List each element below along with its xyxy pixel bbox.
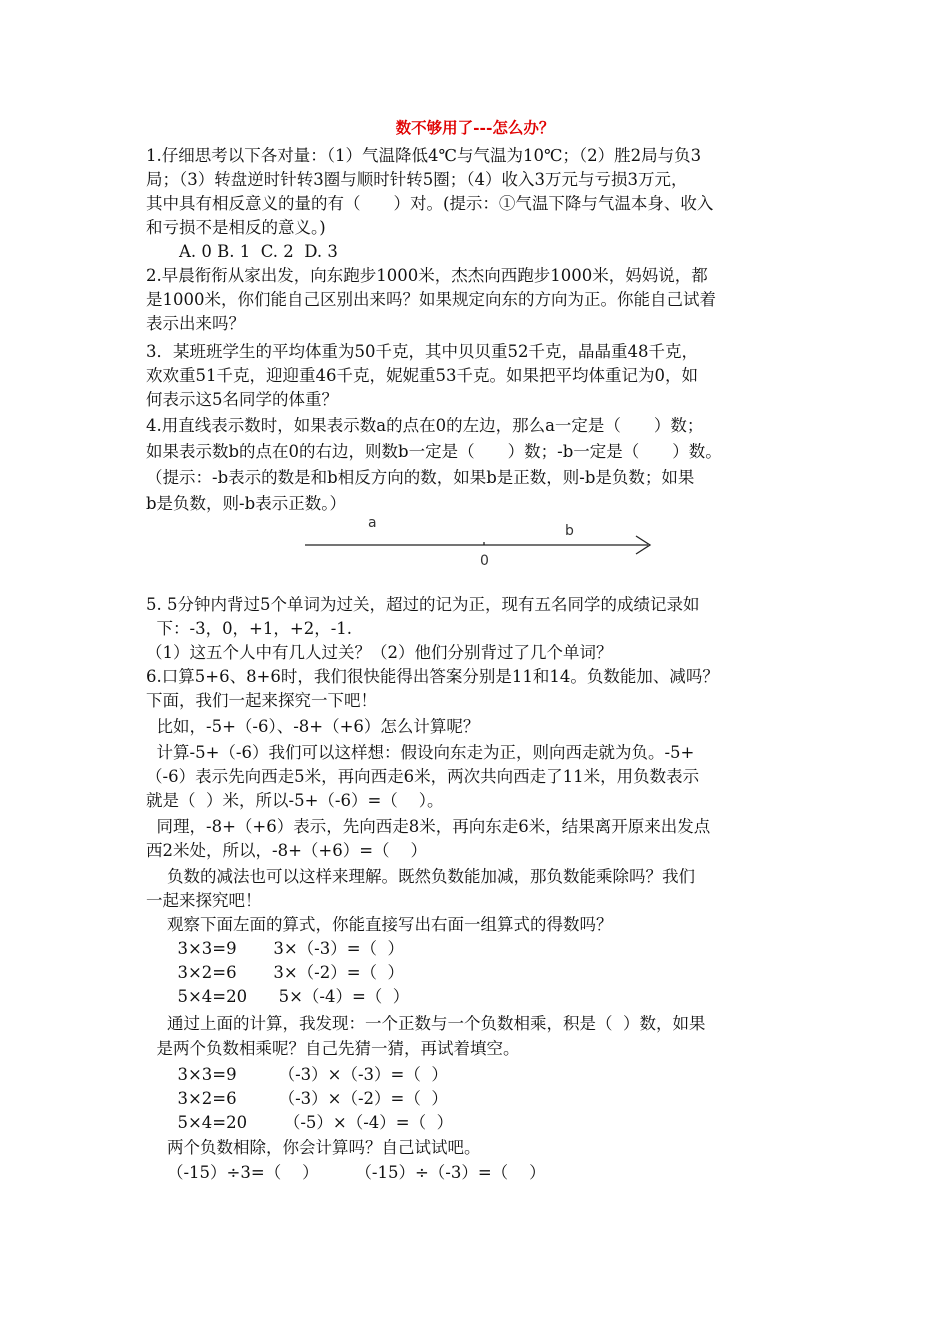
text-line: 和亏损不是相反的意义。) [146, 218, 326, 237]
text-line: 如果表示数b的点在0的右边，则数b一定是（ ）数；-b一定是（ ）数。 [146, 442, 722, 461]
text-line: （1）这五个人中有几人过关？（2）他们分别背过了几个单词？ [146, 643, 613, 662]
equation-line: 5×4=20 （-5）×（-4）=（ ） [146, 1113, 454, 1132]
text-line: （提示：-b表示的数是和b相反方向的数，如果b是正数，则-b是负数；如果 [146, 468, 695, 487]
text-line: 计算-5+（-6）我们可以这样想：假设向东走为正，则向西走就为负。-5+ [146, 743, 695, 762]
text-line: b是负数，则-b表示正数。） [146, 494, 346, 513]
text-line: 是两个负数相乘呢？自己先猜一猜，再试着填空。 [146, 1039, 520, 1058]
text-line: 同理，-8+（+6）表示，先向西走8米，再向东走6米，结果离开原来出发点 [146, 817, 711, 836]
number-line-diagram [300, 515, 660, 575]
text-line: 6.口算5+6、8+6时，我们很快能得出答案分别是11和14。负数能加、减吗？ [146, 667, 719, 686]
text-line: 局；（3）转盘逆时针转3圈与顺时针转5圈；（4）收入3万元与亏损3万元， [146, 170, 688, 189]
text-line: 5. 5分钟内背过5个单词为过关，超过的记为正，现有五名同学的成绩记录如 [146, 595, 700, 614]
text-line: 下面，我们一起来探究一下吧！ [146, 691, 377, 710]
point-b-label: b [565, 523, 574, 539]
text-line: 下：-3，0，+1，+2，-1. [146, 619, 353, 638]
point-a-label: a [368, 515, 377, 531]
text-line: 欢欢重51千克，迎迎重46千克，妮妮重53千克。如果把平均体重记为0，如 [146, 366, 698, 385]
text-line: 通过上面的计算，我发现：一个正数与一个负数相乘，积是（ ）数，如果 [146, 1014, 706, 1033]
equation-line: 5×4=20 5×（-4）=（ ） [146, 987, 410, 1006]
answer-choices: A. 0 B. 1 C. 2 D. 3 [146, 242, 338, 261]
text-line: 是1000米，你们能自己区别出来吗？如果规定向东的方向为正。你能自己试着 [146, 290, 716, 309]
text-line: 西2米处，所以，-8+（+6）=（ ） [146, 841, 428, 860]
origin-label: 0 [480, 553, 489, 569]
text-line: 两个负数相除，你会计算吗？自己试试吧。 [146, 1138, 481, 1157]
text-line: 何表示这5名同学的体重？ [146, 390, 338, 409]
page-title: 数不够用了---怎么办？ [395, 118, 555, 137]
text-line: 负数的减法也可以这样来理解。既然负数能加减，那负数能乘除吗？我们 [146, 867, 695, 886]
text-line: 1.仔细思考以下各对量：（1）气温降低4℃与气温为10℃；（2）胜2局与负3 [146, 146, 702, 165]
text-line: （-6）表示先向西走5米，再向西走6米，两次共向西走了11米，用负数表示 [146, 767, 700, 786]
text-line: 3．某班班学生的平均体重为50千克，其中贝贝重52千克，晶晶重48千克， [146, 342, 698, 361]
equation-line: （-15）÷3=（ ） （-15）÷（-3）=（ ） [146, 1163, 546, 1182]
text-line: 表示出来吗？ [146, 314, 245, 333]
text-line: 其中具有相反意义的量的有（ ）对。(提示：①气温下降与气温本身、收入 [146, 194, 714, 213]
equation-line: 3×3=9 3×（-3）=（ ） [146, 939, 405, 958]
equation-line: 3×2=6 （-3）×（-2）=（ ） [146, 1089, 448, 1108]
text-line: 4.用直线表示数时，如果表示数a的点在0的左边，那么a一定是（ ）数； [146, 416, 704, 435]
text-line: 2.早晨衔衔从家出发，向东跑步1000米，杰杰向西跑步1000米，妈妈说，都 [146, 266, 708, 285]
equation-line: 3×3=9 （-3）×（-3）=（ ） [146, 1065, 448, 1084]
equation-line: 3×2=6 3×（-2）=（ ） [146, 963, 405, 982]
text-line: 一起来探究吧！ [146, 891, 262, 910]
text-line: 就是（ ）米，所以-5+（-6）=（ ）。 [146, 791, 444, 810]
text-line: 观察下面左面的算式，你能直接写出右面一组算式的得数吗？ [146, 915, 613, 934]
text-line: 比如，-5+（-6）、-8+（+6）怎么计算呢？ [146, 717, 480, 736]
